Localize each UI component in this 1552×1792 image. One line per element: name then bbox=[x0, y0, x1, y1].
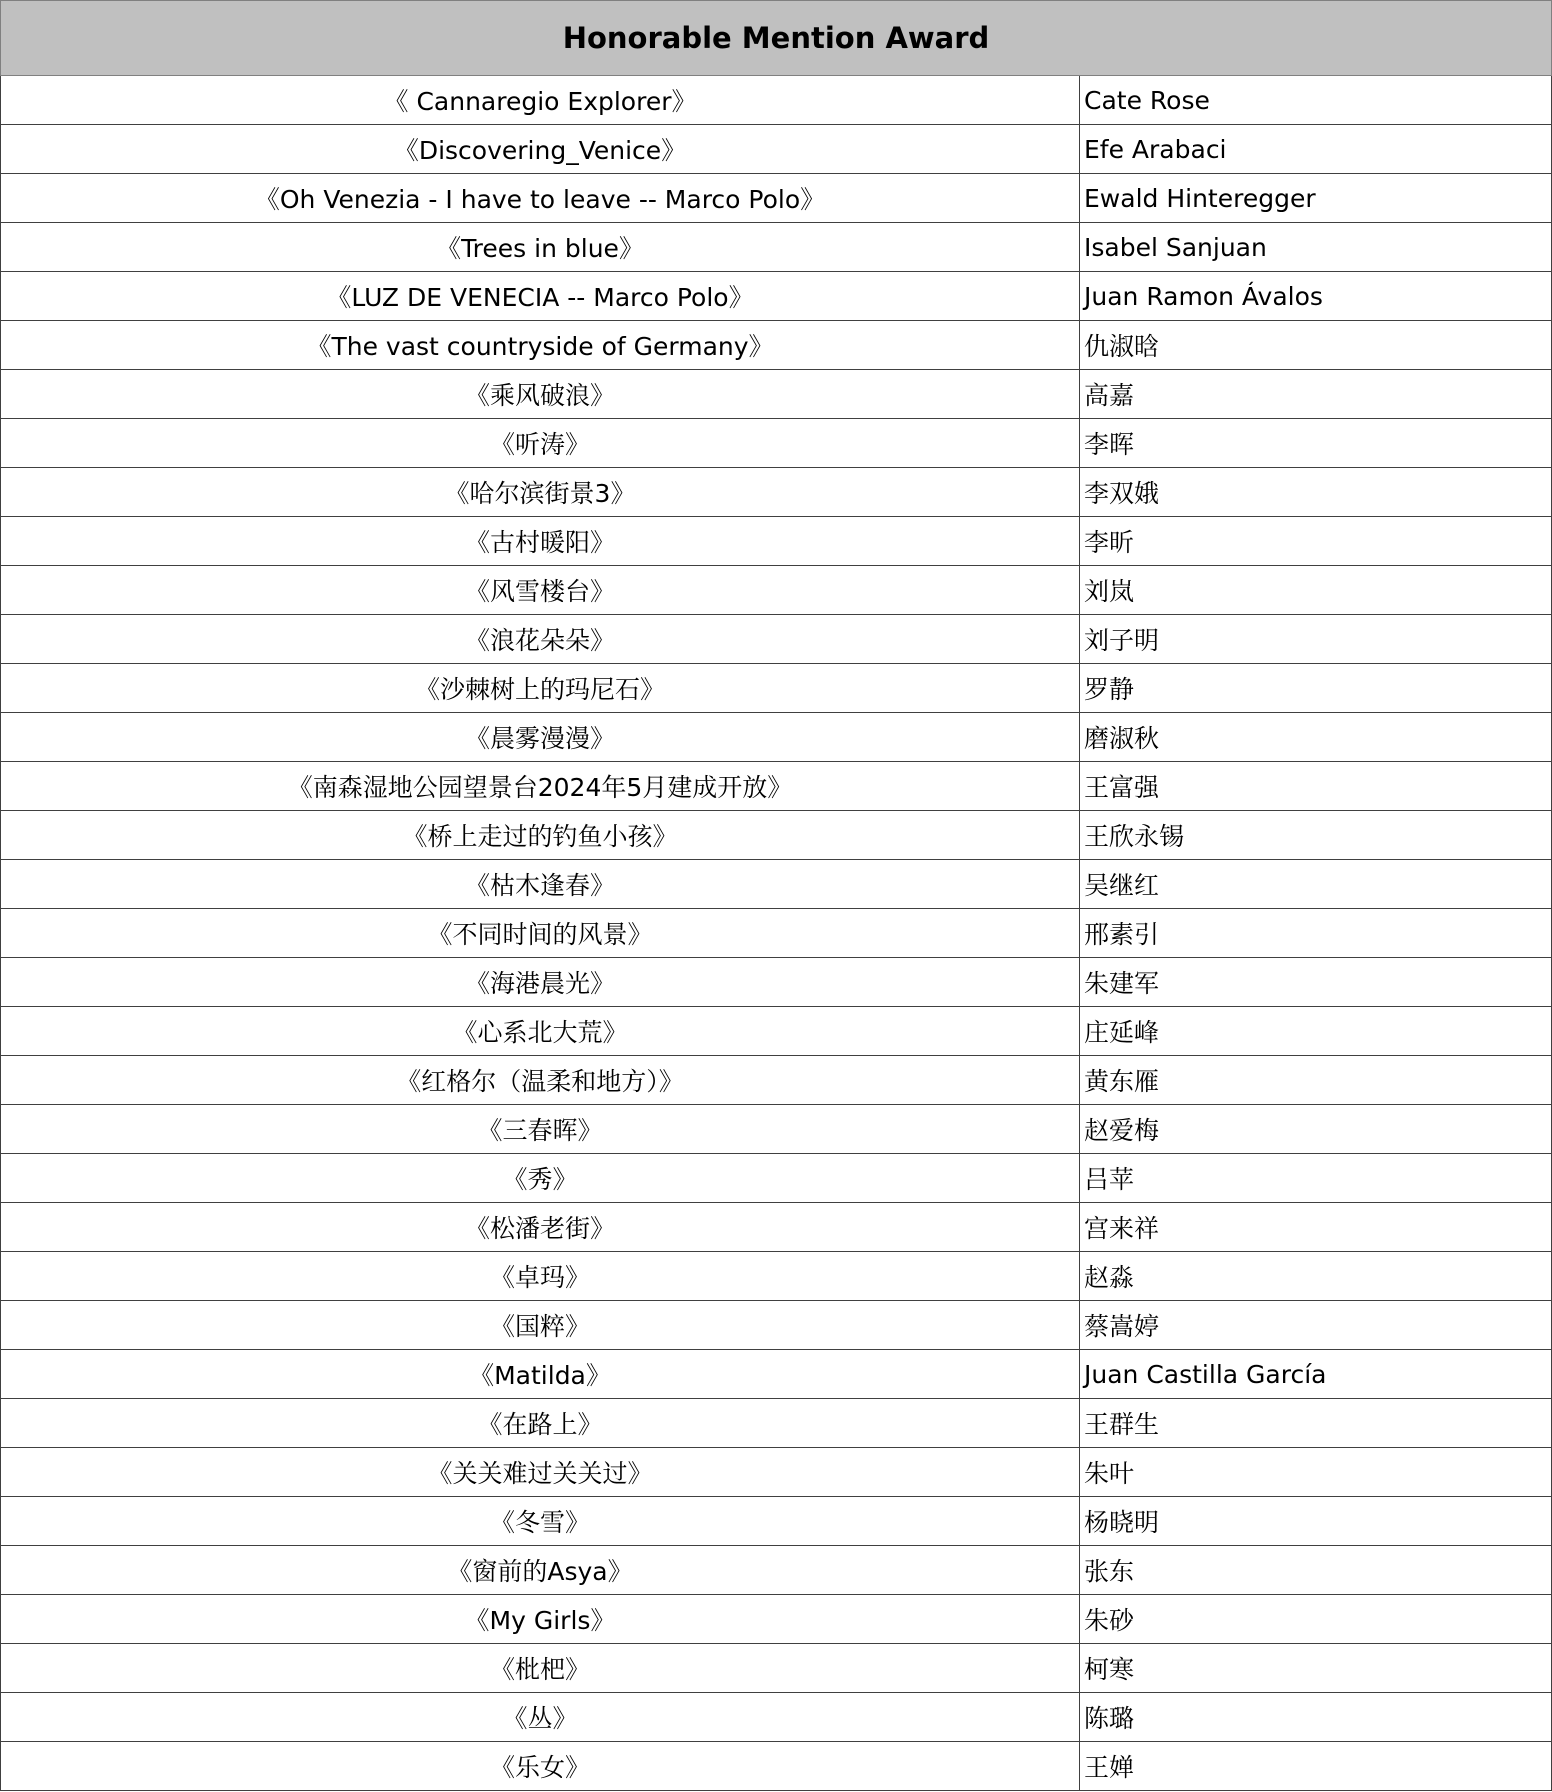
author-name-cell[interactable]: 刘子明 bbox=[1080, 615, 1552, 664]
table-row bbox=[1, 468, 1552, 517]
author-name-cell[interactable]: 张东 bbox=[1080, 1546, 1552, 1595]
table-row bbox=[1, 125, 1552, 174]
author-name-cell[interactable]: 黄东雁 bbox=[1080, 1056, 1552, 1105]
table-row bbox=[1, 762, 1552, 811]
table-row bbox=[1, 811, 1552, 860]
table-row bbox=[1, 958, 1552, 1007]
author-name-cell[interactable]: 王婵 bbox=[1080, 1742, 1552, 1791]
work-title-cell[interactable]: 《My Girls》 bbox=[1, 1595, 1080, 1644]
work-title-cell[interactable]: 《国粹》 bbox=[1, 1301, 1080, 1350]
table-row bbox=[1, 76, 1552, 125]
work-title-cell[interactable]: 《丛》 bbox=[1, 1693, 1080, 1742]
table-row bbox=[1, 223, 1552, 272]
author-name-cell[interactable]: 李双娥 bbox=[1080, 468, 1552, 517]
author-name-cell[interactable]: Ewald Hinteregger bbox=[1080, 174, 1552, 223]
table-row bbox=[1, 272, 1552, 321]
author-name-cell[interactable]: 高嘉 bbox=[1080, 370, 1552, 419]
author-name-cell[interactable]: 吕苹 bbox=[1080, 1154, 1552, 1203]
work-title-cell[interactable]: 《不同时间的风景》 bbox=[1, 909, 1080, 958]
table-row bbox=[1, 370, 1552, 419]
work-title-cell[interactable]: 《乐女》 bbox=[1, 1742, 1080, 1791]
author-name-cell[interactable]: Juan Ramon Ávalos bbox=[1080, 272, 1552, 321]
work-title-cell[interactable]: 《冬雪》 bbox=[1, 1497, 1080, 1546]
author-name-cell[interactable]: 朱砂 bbox=[1080, 1595, 1552, 1644]
work-title-cell[interactable]: 《Oh Venezia - I have to leave -- Marco Polo》 bbox=[1, 174, 1080, 223]
work-title-cell[interactable]: 《Discovering_Venice》 bbox=[1, 125, 1080, 174]
table-header-cell[interactable]: Honorable Mention Award bbox=[1, 1, 1552, 76]
table-row bbox=[1, 1399, 1552, 1448]
author-name-cell[interactable]: 王群生 bbox=[1080, 1399, 1552, 1448]
author-name-cell[interactable]: 邢素引 bbox=[1080, 909, 1552, 958]
work-title-cell[interactable]: 《枇杷》 bbox=[1, 1644, 1080, 1693]
work-title-cell[interactable]: 《南森湿地公园望景台2024年5月建成开放》 bbox=[1, 762, 1080, 811]
work-title-cell[interactable]: 《晨雾漫漫》 bbox=[1, 713, 1080, 762]
work-title-cell[interactable]: 《哈尔滨街景3》 bbox=[1, 468, 1080, 517]
table-row bbox=[1, 1595, 1552, 1644]
table-row bbox=[1, 713, 1552, 762]
author-name-cell[interactable]: Cate Rose bbox=[1080, 76, 1552, 125]
work-title-cell[interactable]: 《The vast countryside of Germany》 bbox=[1, 321, 1080, 370]
table-row bbox=[1, 1301, 1552, 1350]
table-row bbox=[1, 1203, 1552, 1252]
author-name-cell[interactable]: 磨淑秋 bbox=[1080, 713, 1552, 762]
author-name-cell[interactable]: 罗静 bbox=[1080, 664, 1552, 713]
work-title-cell[interactable]: 《红格尔（温柔和地方）》 bbox=[1, 1056, 1080, 1105]
work-title-cell[interactable]: 《Trees in blue》 bbox=[1, 223, 1080, 272]
work-title-cell[interactable]: 《风雪楼台》 bbox=[1, 566, 1080, 615]
work-title-cell[interactable]: 《秀》 bbox=[1, 1154, 1080, 1203]
table-row bbox=[1, 909, 1552, 958]
author-name-cell[interactable]: 柯寒 bbox=[1080, 1644, 1552, 1693]
table-row bbox=[1, 860, 1552, 909]
author-name-cell[interactable]: Isabel Sanjuan bbox=[1080, 223, 1552, 272]
table-row bbox=[1, 1007, 1552, 1056]
author-name-cell[interactable]: 宫来祥 bbox=[1080, 1203, 1552, 1252]
work-title-cell[interactable]: 《窗前的Asya》 bbox=[1, 1546, 1080, 1595]
author-name-cell[interactable]: 赵淼 bbox=[1080, 1252, 1552, 1301]
table-row bbox=[1, 1154, 1552, 1203]
table-row bbox=[1, 615, 1552, 664]
work-title-cell[interactable]: 《浪花朵朵》 bbox=[1, 615, 1080, 664]
author-name-cell[interactable]: 王欣永锡 bbox=[1080, 811, 1552, 860]
author-name-cell[interactable]: 王富强 bbox=[1080, 762, 1552, 811]
table-row bbox=[1, 1252, 1552, 1301]
table-row bbox=[1, 1105, 1552, 1154]
table-row bbox=[1, 174, 1552, 223]
author-name-cell[interactable]: 陈璐 bbox=[1080, 1693, 1552, 1742]
work-title-cell[interactable]: 《Matilda》 bbox=[1, 1350, 1080, 1399]
author-name-cell[interactable]: 吴继红 bbox=[1080, 860, 1552, 909]
table-row bbox=[1, 1497, 1552, 1546]
header-row bbox=[1, 1, 1552, 76]
table-body bbox=[1, 76, 1552, 1791]
table-row bbox=[1, 517, 1552, 566]
table-row bbox=[1, 1056, 1552, 1105]
work-title-cell[interactable]: 《乘风破浪》 bbox=[1, 370, 1080, 419]
work-title-cell[interactable]: 《 Cannaregio Explorer》 bbox=[1, 76, 1080, 125]
work-title-cell[interactable]: 《卓玛》 bbox=[1, 1252, 1080, 1301]
author-name-cell[interactable]: 蔡嵩婷 bbox=[1080, 1301, 1552, 1350]
work-title-cell[interactable]: 《LUZ DE VENECIA -- Marco Polo》 bbox=[1, 272, 1080, 321]
table-row bbox=[1, 664, 1552, 713]
author-name-cell[interactable]: 赵爱梅 bbox=[1080, 1105, 1552, 1154]
work-title-cell[interactable]: 《在路上》 bbox=[1, 1399, 1080, 1448]
work-title-cell[interactable]: 《古村暖阳》 bbox=[1, 517, 1080, 566]
work-title-cell[interactable]: 《关关难过关关过》 bbox=[1, 1448, 1080, 1497]
work-title-cell[interactable]: 《心系北大荒》 bbox=[1, 1007, 1080, 1056]
work-title-cell[interactable]: 《松潘老街》 bbox=[1, 1203, 1080, 1252]
author-name-cell[interactable]: 朱建军 bbox=[1080, 958, 1552, 1007]
table-row bbox=[1, 1546, 1552, 1595]
table-row bbox=[1, 1742, 1552, 1791]
author-name-cell[interactable]: 仇淑晗 bbox=[1080, 321, 1552, 370]
table-row bbox=[1, 1693, 1552, 1742]
author-name-cell[interactable]: 刘岚 bbox=[1080, 566, 1552, 615]
work-title-cell[interactable]: 《听涛》 bbox=[1, 419, 1080, 468]
table-row bbox=[1, 321, 1552, 370]
table-row bbox=[1, 1448, 1552, 1497]
author-name-cell[interactable]: 李晖 bbox=[1080, 419, 1552, 468]
table-row bbox=[1, 419, 1552, 468]
work-title-cell[interactable]: 《海港晨光》 bbox=[1, 958, 1080, 1007]
table-row bbox=[1, 1644, 1552, 1693]
table-row bbox=[1, 566, 1552, 615]
work-title-cell[interactable]: 《桥上走过的钓鱼小孩》 bbox=[1, 811, 1080, 860]
work-title-cell[interactable]: 《三春晖》 bbox=[1, 1105, 1080, 1154]
table-row bbox=[1, 1350, 1552, 1399]
author-name-cell[interactable]: 李昕 bbox=[1080, 517, 1552, 566]
author-name-cell[interactable]: Juan Castilla García bbox=[1080, 1350, 1552, 1399]
author-name-cell[interactable]: 庄延峰 bbox=[1080, 1007, 1552, 1056]
author-name-cell[interactable]: 朱叶 bbox=[1080, 1448, 1552, 1497]
author-name-cell[interactable]: 杨晓明 bbox=[1080, 1497, 1552, 1546]
work-title-cell[interactable]: 《沙棘树上的玛尼石》 bbox=[1, 664, 1080, 713]
work-title-cell[interactable]: 《枯木逢春》 bbox=[1, 860, 1080, 909]
author-name-cell[interactable]: Efe Arabaci bbox=[1080, 125, 1552, 174]
